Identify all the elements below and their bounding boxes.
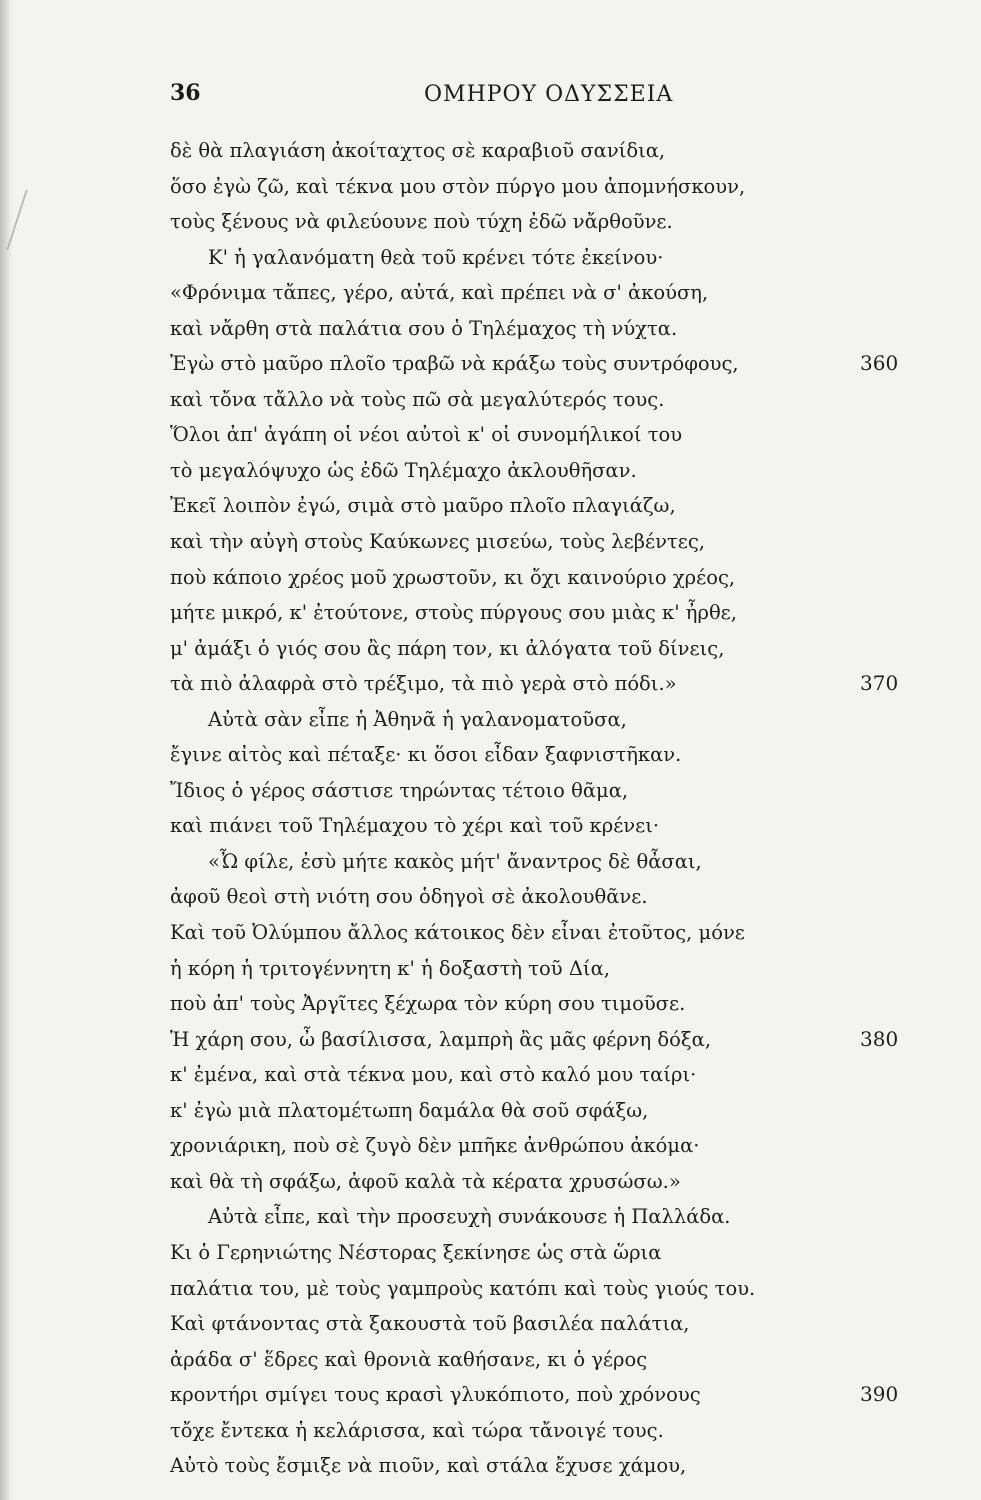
verse-line <box>170 879 920 915</box>
verse-text: Καὶ τοῦ Ὀλύμπου ἄλλος κάτοικος δὲν εἶναι ἐτοῦτος, μόνε <box>170 921 745 945</box>
verse-text: καὶ τὄνα τἄλλο νὰ τοὺς πῶ σὰ μεγαλύτερός τους. <box>170 387 665 411</box>
verse-line <box>170 204 920 240</box>
verse-line <box>170 1235 920 1271</box>
running-title: ΟΜΗΡΟΥ ΟΔΥΣΣΕΙΑ <box>424 82 674 107</box>
verse-line <box>170 1306 920 1342</box>
verse-line <box>170 1128 920 1164</box>
verse-text: παλάτια του, μὲ τοὺς γαμπροὺς κατόπι καὶ τοὺς γιούς του. <box>170 1276 756 1300</box>
verse-text: Αὐτὰ σὰν εἶπε ἡ Ἀθηνᾶ ἡ γαλανοματοῦσα, <box>208 707 627 731</box>
verse-text: δὲ θὰ πλαγιάση ἀκοίταχτος σὲ καραβιοῦ σανίδια, <box>170 139 666 162</box>
verse-text: Ἴδιος ὁ γέρος σάστισε τηρώντας τέτοιο θᾶμα, <box>170 778 629 802</box>
verse-text: τὸ μεγαλόψυχο ὡς ἐδῶ Τηλέμαχο ἀκλουθῆσαν. <box>170 458 637 482</box>
verse-line <box>170 488 920 524</box>
verse-line <box>170 346 920 382</box>
verse-line <box>170 1022 920 1058</box>
verse-text: Αὐτὸ τοὺς ἔσμιξε νὰ πιοῦν, καὶ στάλα ἔχυσε χάμου, <box>170 1454 687 1478</box>
verse-line <box>170 1093 920 1129</box>
line-number: 390 <box>860 1382 899 1407</box>
line-number: 370 <box>860 671 899 696</box>
verse-line <box>170 1377 920 1413</box>
verse-line <box>170 524 920 560</box>
scan-edge-shadow <box>0 0 14 1500</box>
verse-text: καὶ νἄρθη στὰ παλάτια σου ὁ Τηλέμαχος τὴ νύχτα. <box>170 316 678 340</box>
verse-text: ποὺ ἀπ' τοὺς Ἀργῖτες ξέχωρα τὸν κύρη σου τιμοῦσε. <box>170 992 686 1016</box>
verse-text: καὶ τὴν αὐγὴ στοὺς Καύκωνες μισεύω, τοὺς λεβέντες, <box>170 530 705 554</box>
verse-line <box>170 1342 920 1378</box>
verse-text: Αὐτὰ εἶπε, καὶ τὴν προσευχὴ συνάκουσε ἡ Παλλάδα. <box>208 1205 731 1229</box>
verse-text: κ' ἐμένα, καὶ στὰ τέκνα μου, καὶ στὸ καλό μου ταίρι· <box>170 1063 697 1087</box>
verse-text: «Φρόνιμα τἄπες, γέρο, αὐτά, καὶ πρέπει νὰ σ' ἀκούση, <box>170 281 709 305</box>
verse-line <box>170 951 920 987</box>
verse-line <box>170 808 920 844</box>
verse-text: τοὺς ξένους νὰ φιλεύουνε ποὺ τύχη ἐδῶ νἄρθοῦνε. <box>170 210 673 234</box>
verse-text: μ' ἀμάξι ὁ γιός σου ἂς πάρη τον, κι ἀλόγατα τοῦ δίνεις, <box>170 636 725 660</box>
verse-text: ποὺ κάποιο χρέος μοῦ χρωστοῦν, κι ὄχι καινούριο χρέος, <box>170 565 736 589</box>
verse-list <box>170 133 920 1484</box>
verse-text: ὅσο ἐγὼ ζῶ, καὶ τέκνα μου στὸν πύργο μου ἀπομνήσκουν, <box>170 174 746 198</box>
verse-text: χρονιάρικη, ποὺ σὲ ζυγὸ δὲν μπῆκε ἀνθρώπου ἀκόμα· <box>170 1134 700 1158</box>
verse-text: κροντήρι σμίγει τους κρασὶ γλυκόπιοτο, ποὺ χρόνους <box>170 1383 701 1407</box>
verse-text: Ἐγὼ στὸ μαῦρο πλοῖο τραβῶ νὰ κράξω τοὺς συντρόφους, <box>170 352 739 376</box>
verse-text: τὰ πιὸ ἀλαφρὰ στὸ τρέξιμο, τὰ πιὸ γερὰ στὸ πόδι.» <box>170 672 677 696</box>
verse-text: ἀράδα σ' ἕδρες καὶ θρονιὰ καθήσανε, κι ὁ γέρος <box>170 1347 648 1371</box>
verse-text: Κι ὁ Γερηνιώτης Νέστορας ξεκίνησε ὡς στὰ ὥρια <box>170 1240 662 1264</box>
line-number: 360 <box>860 351 899 376</box>
verse-line <box>170 382 920 418</box>
line-number: 380 <box>860 1026 899 1051</box>
verse-line <box>170 915 920 951</box>
verse-line <box>170 453 920 489</box>
page-header <box>0 80 981 110</box>
verse-line <box>170 1057 920 1093</box>
verse-line <box>170 1164 920 1200</box>
verse-line <box>170 666 920 702</box>
verse-text: μήτε μικρό, κ' ἐτούτονε, στοὺς πύργους σου μιὰς κ' ἦρθε, <box>170 601 737 625</box>
verse-text: Κ' ἡ γαλανόματη θεὰ τοῦ κρένει τότε ἐκείνου· <box>208 245 664 269</box>
verse-text: ἡ κόρη ἡ τριτογέννητη κ' ἡ δοξαστὴ τοῦ Δία, <box>170 956 610 980</box>
verse-line <box>170 417 920 453</box>
verse-line <box>170 1271 920 1307</box>
verse-line <box>170 986 920 1022</box>
verse-line <box>170 133 920 169</box>
verse-line <box>170 275 920 311</box>
verse-text: ἔγινε αἰτὸς καὶ πέταξε· κι ὅσοι εἶδαν ξαφνιστῆκαν. <box>170 743 682 767</box>
verse-text: Ἡ χάρη σου, ὦ βασίλισσα, λαμπρὴ ἂς μᾶς φέρνη δόξα, <box>170 1027 712 1051</box>
verse-line <box>170 737 920 773</box>
verse-text: καὶ θὰ τὴ σφάξω, ἀφοῦ καλὰ τὰ κέρατα χρυσώσω.» <box>170 1169 681 1193</box>
verse-line <box>170 169 920 205</box>
verse-line <box>170 240 920 276</box>
verse-text: ἀφοῦ θεοὶ στὴ νιότη σου ὁδηγοὶ σὲ ἀκολουθᾶνε. <box>170 885 648 909</box>
verse-line <box>170 1448 920 1484</box>
verse-line <box>170 844 920 880</box>
verse-line <box>170 773 920 809</box>
verse-line <box>170 1413 920 1449</box>
verse-text: «Ὦ φίλε, ἐσὺ μήτε κακὸς μήτ' ἄναντρος δὲ θἆσαι, <box>208 849 702 873</box>
verse-text: Καὶ φτάνοντας στὰ ξακουστὰ τοῦ βασιλέα παλάτια, <box>170 1312 690 1336</box>
verse-line <box>170 1199 920 1235</box>
verse-line <box>170 631 920 667</box>
verse-text: καὶ πιάνει τοῦ Τηλέμαχου τὸ χέρι καὶ τοῦ κρένει· <box>170 814 660 838</box>
verse-text: κ' ἐγὼ μιὰ πλατομέτωπη δαμάλα θὰ σοῦ σφάξω, <box>170 1098 649 1122</box>
verse-text: Ὅλοι ἀπ' ἀγάπη οἱ νέοι αὐτοὶ κ' οἱ συνομήλικοί του <box>170 423 683 447</box>
verse-text: Ἐκεῖ λοιπὸν ἐγώ, σιμὰ στὸ μαῦρο πλοῖο πλαγιάζω, <box>170 494 676 518</box>
page-number: 36 <box>170 80 201 106</box>
verse-line <box>170 311 920 347</box>
verse-line <box>170 560 920 596</box>
verse-text: τὄχε ἔντεκα ἡ κελάρισσα, καὶ τώρα τἄνοιγέ τους. <box>170 1418 664 1442</box>
verse-line <box>170 595 920 631</box>
verse-line <box>170 702 920 738</box>
